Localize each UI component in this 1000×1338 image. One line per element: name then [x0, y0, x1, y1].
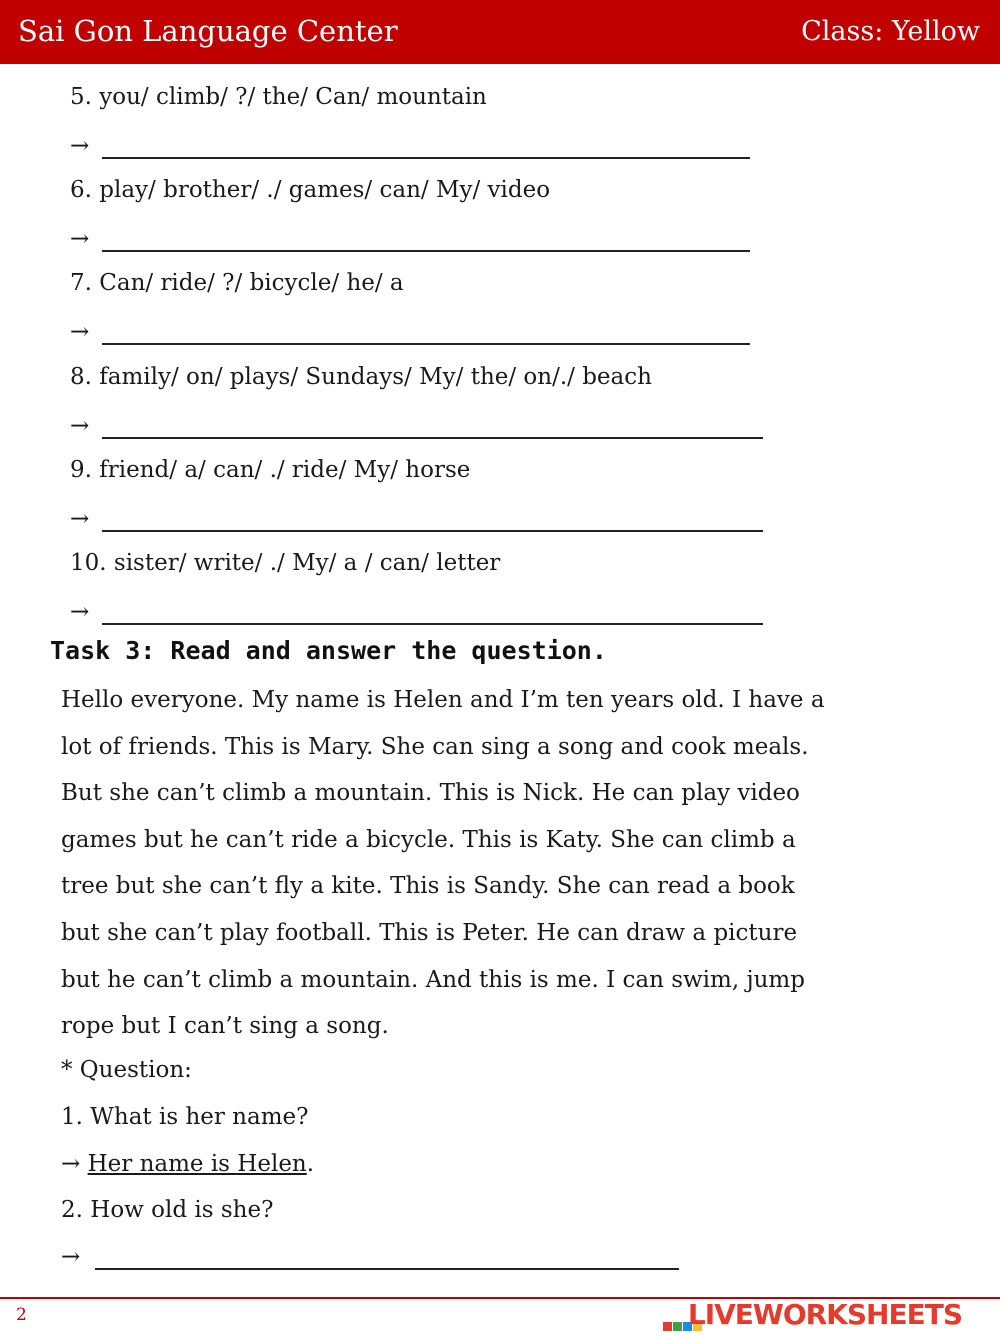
- answer-line[interactable]: [102, 510, 763, 532]
- arrow-icon: →: [70, 599, 90, 625]
- answer-period: .: [306, 1151, 315, 1177]
- arrow-icon: →: [61, 1244, 81, 1270]
- answer-line[interactable]: [102, 230, 750, 252]
- answer-row-q2[interactable]: [61, 1244, 679, 1270]
- reading-passage: [61, 677, 921, 1050]
- passage-line: But she can’t climb a mountain. This is Nick. He can play video: [61, 780, 800, 807]
- page-header: [0, 0, 1000, 64]
- passage-line: lot of friends. This is Mary. She can sing a song and cook meals.: [61, 733, 809, 760]
- arrow-icon: →: [70, 506, 90, 532]
- example-answer: Her name is Helen: [87, 1151, 307, 1177]
- passage-line: but he can’t climb a mountain. And this is me. I can swim, jump: [61, 966, 805, 993]
- answer-line[interactable]: [102, 323, 750, 345]
- arrow-icon: →: [70, 319, 90, 345]
- answer-row-5[interactable]: [70, 133, 750, 159]
- answer-row-8[interactable]: [70, 413, 763, 439]
- passage-line: rope but I can’t sing a song.: [61, 1013, 389, 1040]
- passage-line: games but he can’t ride a bicycle. This is Katy. She can climb a: [61, 826, 796, 853]
- answer-row-q1: [61, 1151, 314, 1177]
- page-number: 2: [16, 1305, 27, 1325]
- answer-row-6[interactable]: [70, 226, 750, 252]
- arrow-icon: →: [70, 133, 90, 159]
- class-label: Class: Yellow: [801, 16, 980, 47]
- arrow-icon: →: [70, 226, 90, 252]
- liveworksheets-watermark[interactable]: [662, 1298, 962, 1331]
- exercise-prompt-5: 5. you/ climb/ ?/ the/ Can/ mountain: [70, 84, 487, 110]
- center-name: Sai Gon Language Center: [18, 14, 398, 48]
- answer-row-10[interactable]: [70, 599, 763, 625]
- exercise-prompt-8: 8. family/ on/ plays/ Sundays/ My/ the/ on/./ beach: [70, 364, 652, 390]
- question-1: 1. What is her name?: [61, 1104, 309, 1130]
- answer-row-7[interactable]: [70, 319, 750, 345]
- passage-line: but she can’t play football. This is Peter. He can draw a picture: [61, 919, 798, 946]
- exercise-prompt-9: 9. friend/ a/ can/ ./ ride/ My/ horse: [70, 457, 471, 483]
- task3-title: Task 3: Read and answer the question.: [50, 636, 607, 665]
- exercise-prompt-6: 6. play/ brother/ ./ games/ can/ My/ video: [70, 177, 551, 203]
- answer-line[interactable]: [102, 137, 750, 159]
- passage-line: tree but she can’t fly a kite. This is Sandy. She can read a book: [61, 873, 795, 900]
- exercise-prompt-10: 10. sister/ write/ ./ My/ a / can/ letter: [70, 550, 501, 576]
- question-header: * Question:: [61, 1057, 192, 1083]
- answer-row-9[interactable]: [70, 506, 763, 532]
- answer-line[interactable]: [102, 417, 763, 439]
- passage-line: Hello everyone. My name is Helen and I’m ten years old. I have a: [61, 687, 825, 713]
- liveworksheets-logo-icon: [662, 1305, 684, 1327]
- arrow-icon: →: [61, 1151, 81, 1177]
- watermark-text: LIVEWORKSHEETS: [687, 1298, 962, 1331]
- question-2: 2. How old is she?: [61, 1197, 274, 1223]
- arrow-icon: →: [70, 413, 90, 439]
- answer-line[interactable]: [102, 603, 763, 625]
- exercise-prompt-7: 7. Can/ ride/ ?/ bicycle/ he/ a: [70, 270, 404, 296]
- answer-line[interactable]: [95, 1248, 679, 1270]
